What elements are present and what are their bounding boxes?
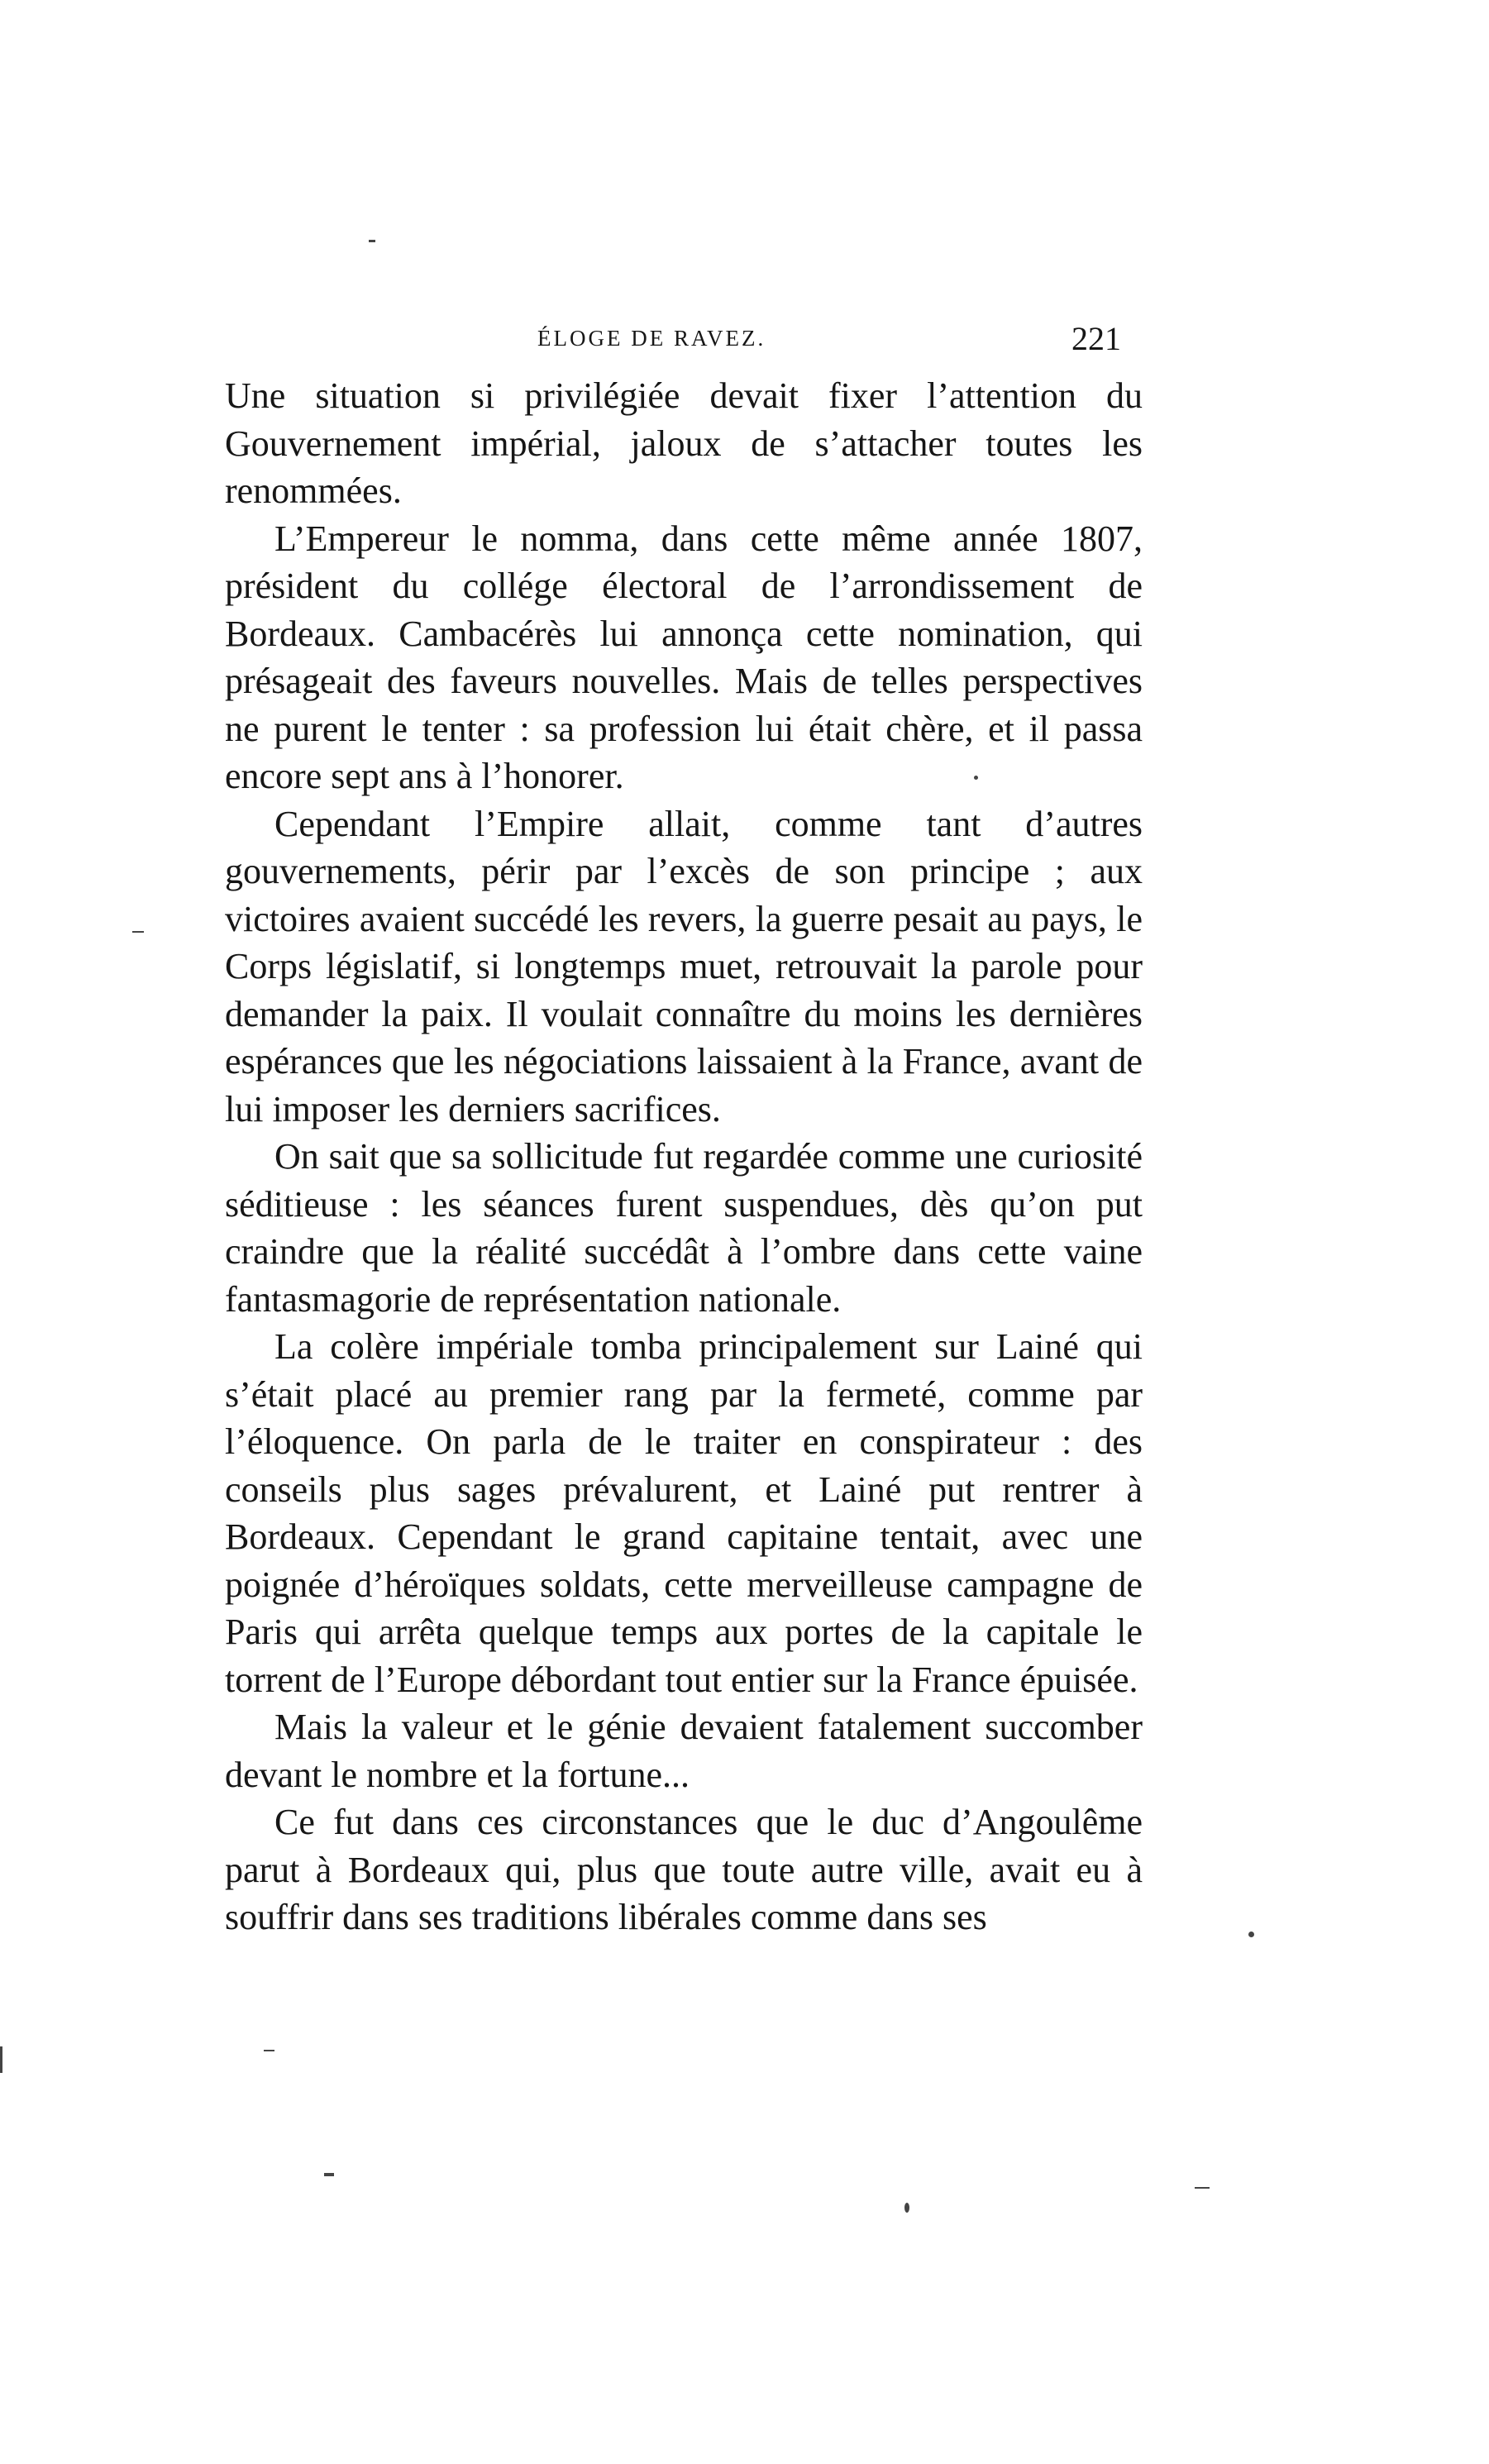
page-number: 221 (1071, 320, 1121, 357)
paragraph-2: L’Empereur le nomma, dans cette même année 1807, président du collége électoral de l’arrondissement de Bordeaux. Cambacérès lui annonça cette nomination, qui présageait des faveurs nouvelles. Mais de telles perspectives ne purent le tenter : sa profession lui était chère, et il passa encore sept ans à l’honorer. (225, 518, 1143, 796)
scan-speck (1195, 2187, 1210, 2189)
paragraph-1: Une situation si privilégiée devait fixer l’attention du Gouvernement impérial, jaloux de s’attacher toutes les renommées. (225, 375, 1143, 511)
running-head: ÉLOGE DE RAVEZ. (537, 326, 766, 351)
body-text (225, 372, 1143, 1941)
paragraph-6: Mais la valeur et le génie devaient fatalement succomber devant le nombre et la fortune... (225, 1707, 1143, 1795)
scan-speck (904, 2203, 909, 2213)
paragraph-3: Cependant l’Empire allait, comme tant d’autres gouvernements, périr par l’excès de son principe ; aux victoires avaient succédé les revers, la guerre pesait au pays, le Corps législatif, si longtemps muet, retrouvait la parole pour demander la paix. Il voulait connaître du moins les dernières espérances que les négociations laissaient à la France, avant de lui imposer les derniers sacrifices. (225, 803, 1143, 1129)
scan-speck (324, 2173, 334, 2176)
paragraph-7: Ce fut dans ces circonstances que le duc d’Angoulême parut à Bordeaux qui, plus que toute autre ville, avait eu à souffrir dans ses traditions libérales comme dans ses (225, 1802, 1143, 1937)
scan-speck (0, 2046, 2, 2073)
paragraph-4: On sait que sa sollicitude fut regardée comme une curiosité séditieuse : les séances furent suspendues, dès qu’on put craindre que la réalité succédât à l’ombre dans cette vaine fantasmagorie de représentation nationale. (225, 1136, 1143, 1320)
page-header (537, 319, 1121, 369)
scan-speck (1248, 1932, 1254, 1937)
scan-speck (369, 240, 375, 242)
scan-speck (132, 931, 144, 933)
paragraph-5: La colère impériale tomba principalement sur Lainé qui s’était placé au premier rang par la fermeté, comme par l’éloquence. On parla de le traiter en conspirateur : des conseils plus sages prévalurent, et Lainé put rentrer à Bordeaux. Cependant le grand capitaine tentait, avec une poignée d’héroïques soldats, cette merveilleuse campagne de Paris qui arrêta quelque temps aux portes de la capitale le torrent de l’Europe débordant tout entier sur la France épuisée. (225, 1326, 1143, 1700)
scan-speck (264, 2050, 274, 2051)
scan-speck (974, 776, 978, 780)
